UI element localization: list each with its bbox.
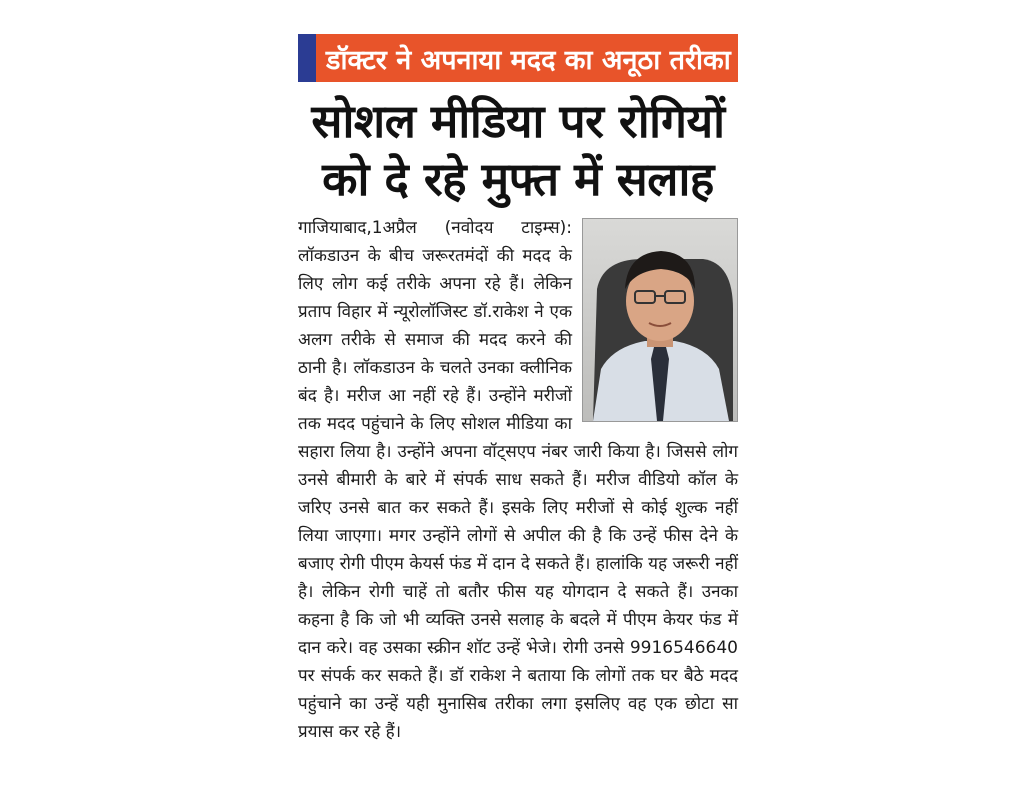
doctor-portrait-illustration	[583, 219, 737, 421]
doctor-photo	[582, 218, 738, 422]
kicker-text: डॉक्टर ने अपनाया मदद का अनूठा तरीका	[326, 44, 731, 76]
news-clipping	[298, 34, 738, 746]
headline-line-2: को दे रहे मुफ्त में सलाह	[322, 152, 714, 206]
headline-line-1: सोशल मीडिया पर रोगियों	[311, 94, 725, 148]
kicker-accent-bar	[298, 34, 316, 82]
headline	[298, 92, 738, 208]
article-body	[298, 214, 738, 746]
article-text: गाजियाबाद,1अप्रैल (नवोदय टाइम्स): लॉकडाउन के बीच जरूरतमंदों की मदद के लिए लोग कई तरीके अपना रहे हैं। लेकिन प्रताप विहार में न्यूरोलॉजिस्ट डॉ.राकेश ने एक अलग तरीके से समाज की मदद करने की ठानी है। लॉकडाउन के चलते उनका क्लीनिक बंद है। मरीज आ नहीं रहे हैं। उन्होंने मरीजों तक मदद पहुंचाने के लिए सोशल मीडिया का सहारा लिया है। उन्होंने अपना वॉट्सएप नंबर जारी किया है। जिससे लोग उनसे बीमारी के बारे में संपर्क साध सकते हैं। मरीज वीडियो कॉल के जरिए उनसे बात कर सकते हैं। इसके लिए मरीजों से कोई शुल्क नहीं लिया जाएगा। मगर उन्होंने लोगों से अपील की है कि उन्हें फीस देने के बजाए रोगी पीएम केयर्स फंड में दान दे सकते हैं। हालांकि यह जरूरी नहीं है। लेकिन रोगी चाहें तो बतौर फीस यह योगदान दे सकते हैं। उनका कहना है कि जो भी व्यक्ति उनसे सलाह के बदले में पीएम केयर फंड में दान करे। वह उसका स्क्रीन शॉट उन्हें भेजे। रोगी उनसे 9916546640 पर संपर्क कर सकते हैं। डॉ राकेश ने बताया कि लोगों तक घर बैठे मदद पहुंचाने का उन्हें यही मुनासिब तरीका लगा इसलिए वह एक छोटा सा प्रयास कर रहे हैं।	[298, 218, 738, 742]
kicker-banner	[298, 34, 738, 82]
